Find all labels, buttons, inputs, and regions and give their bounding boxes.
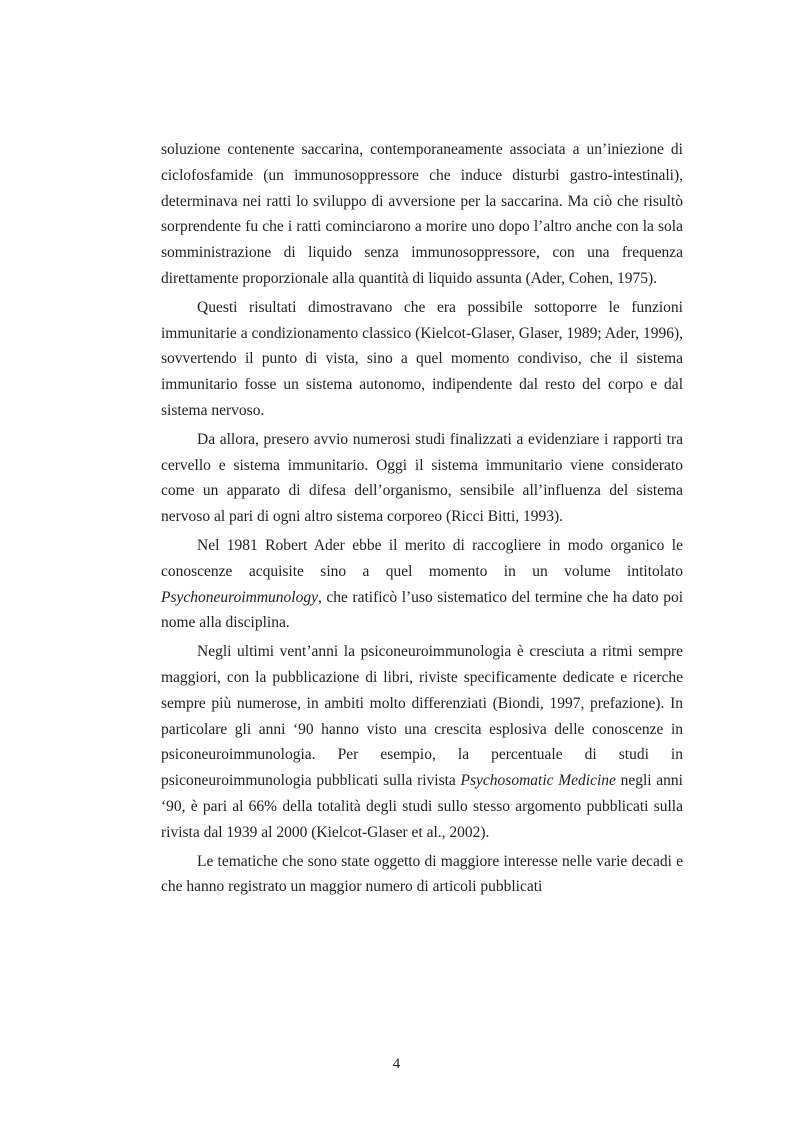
italic-title: Psychosomatic Medicine — [460, 772, 616, 790]
paragraph — [161, 639, 683, 845]
text-run: soluzione contenente saccarina, contemporaneamente associata a un’iniezione di ciclofosfamide (un immunosoppressore che induce disturbi gastro-intestinali), determinava nei ratti lo sviluppo di avversione per la saccarina. Ma ciò che risultò sorprendente fu che i ratti cominciarono a morire uno dopo l’altro anche con la sola somministrazione di liquido senza immunosoppressore, con una frequenza direttamente proporzionale alla quantità di liquido assunta (Ader, Cohen, 1975). — [161, 141, 683, 287]
text-run: Negli ultimi vent’anni la psiconeuroimmunologia è cresciuta a ritmi sempre maggiori, con la pubblicazione di libri, riviste specificamente dedicate e ricerche sempre più numerose, in ambiti molto differenziati (Biondi, 1997, prefazione). In particolare gli anni ‘90 hanno visto una crescita esplosiva delle conoscenze in psiconeuroimmunologia. Per esempio, la percentuale di studi in psiconeuroimmunologia pubblicati sulla rivista — [161, 643, 683, 790]
italic-title: Psychoneuroimmunology — [161, 588, 318, 606]
paragraph — [161, 849, 683, 901]
paragraph — [161, 137, 683, 292]
text-run: Questi risultati dimostravano che era possibile sottoporre le funzioni immunitarie a condizionamento classico (Kielcot-Glaser, Glaser, 1989; Ader, 1996), sovvertendo il punto di vista, sino a quel momento condiviso, che il sistema immunitario fosse un sistema autonomo, indipendente dal resto del corpo e dal sistema nervoso. — [161, 298, 683, 419]
paragraph — [161, 295, 683, 424]
text-run: Da allora, presero avvio numerosi studi finalizzati a evidenziare i rapporti tra cervello e sistema immunitario. Oggi il sistema immunitario viene considerato come un apparato di difesa dell’organismo, sensibile all’influenza del sistema nervoso al pari di ogni altro sistema corporeo (Ricci Bitti, 1993). — [161, 430, 683, 526]
body-text — [161, 137, 683, 900]
paragraph — [161, 427, 683, 530]
paragraph — [161, 533, 683, 636]
text-run: , che ratificò l’uso sistematico del termine che ha dato poi nome alla disciplina. — [161, 588, 683, 632]
text-run: negli anni ‘90, è pari al 66% della totalità degli studi sullo stesso argomento pubblicati sulla rivista dal 1939 al 2000 (Kielcot-Glaser et al., 2002). — [161, 772, 683, 841]
text-run: Le tematiche che sono state oggetto di maggiore interesse nelle varie decadi e che hanno registrato un maggior numero di articoli pubblicati — [161, 852, 683, 896]
page-number: 4 — [392, 1056, 401, 1072]
text-run: Nel 1981 Robert Ader ebbe il merito di raccogliere in modo organico le conoscenze acquisite sino a quel momento in un volume intitolato — [161, 536, 683, 580]
